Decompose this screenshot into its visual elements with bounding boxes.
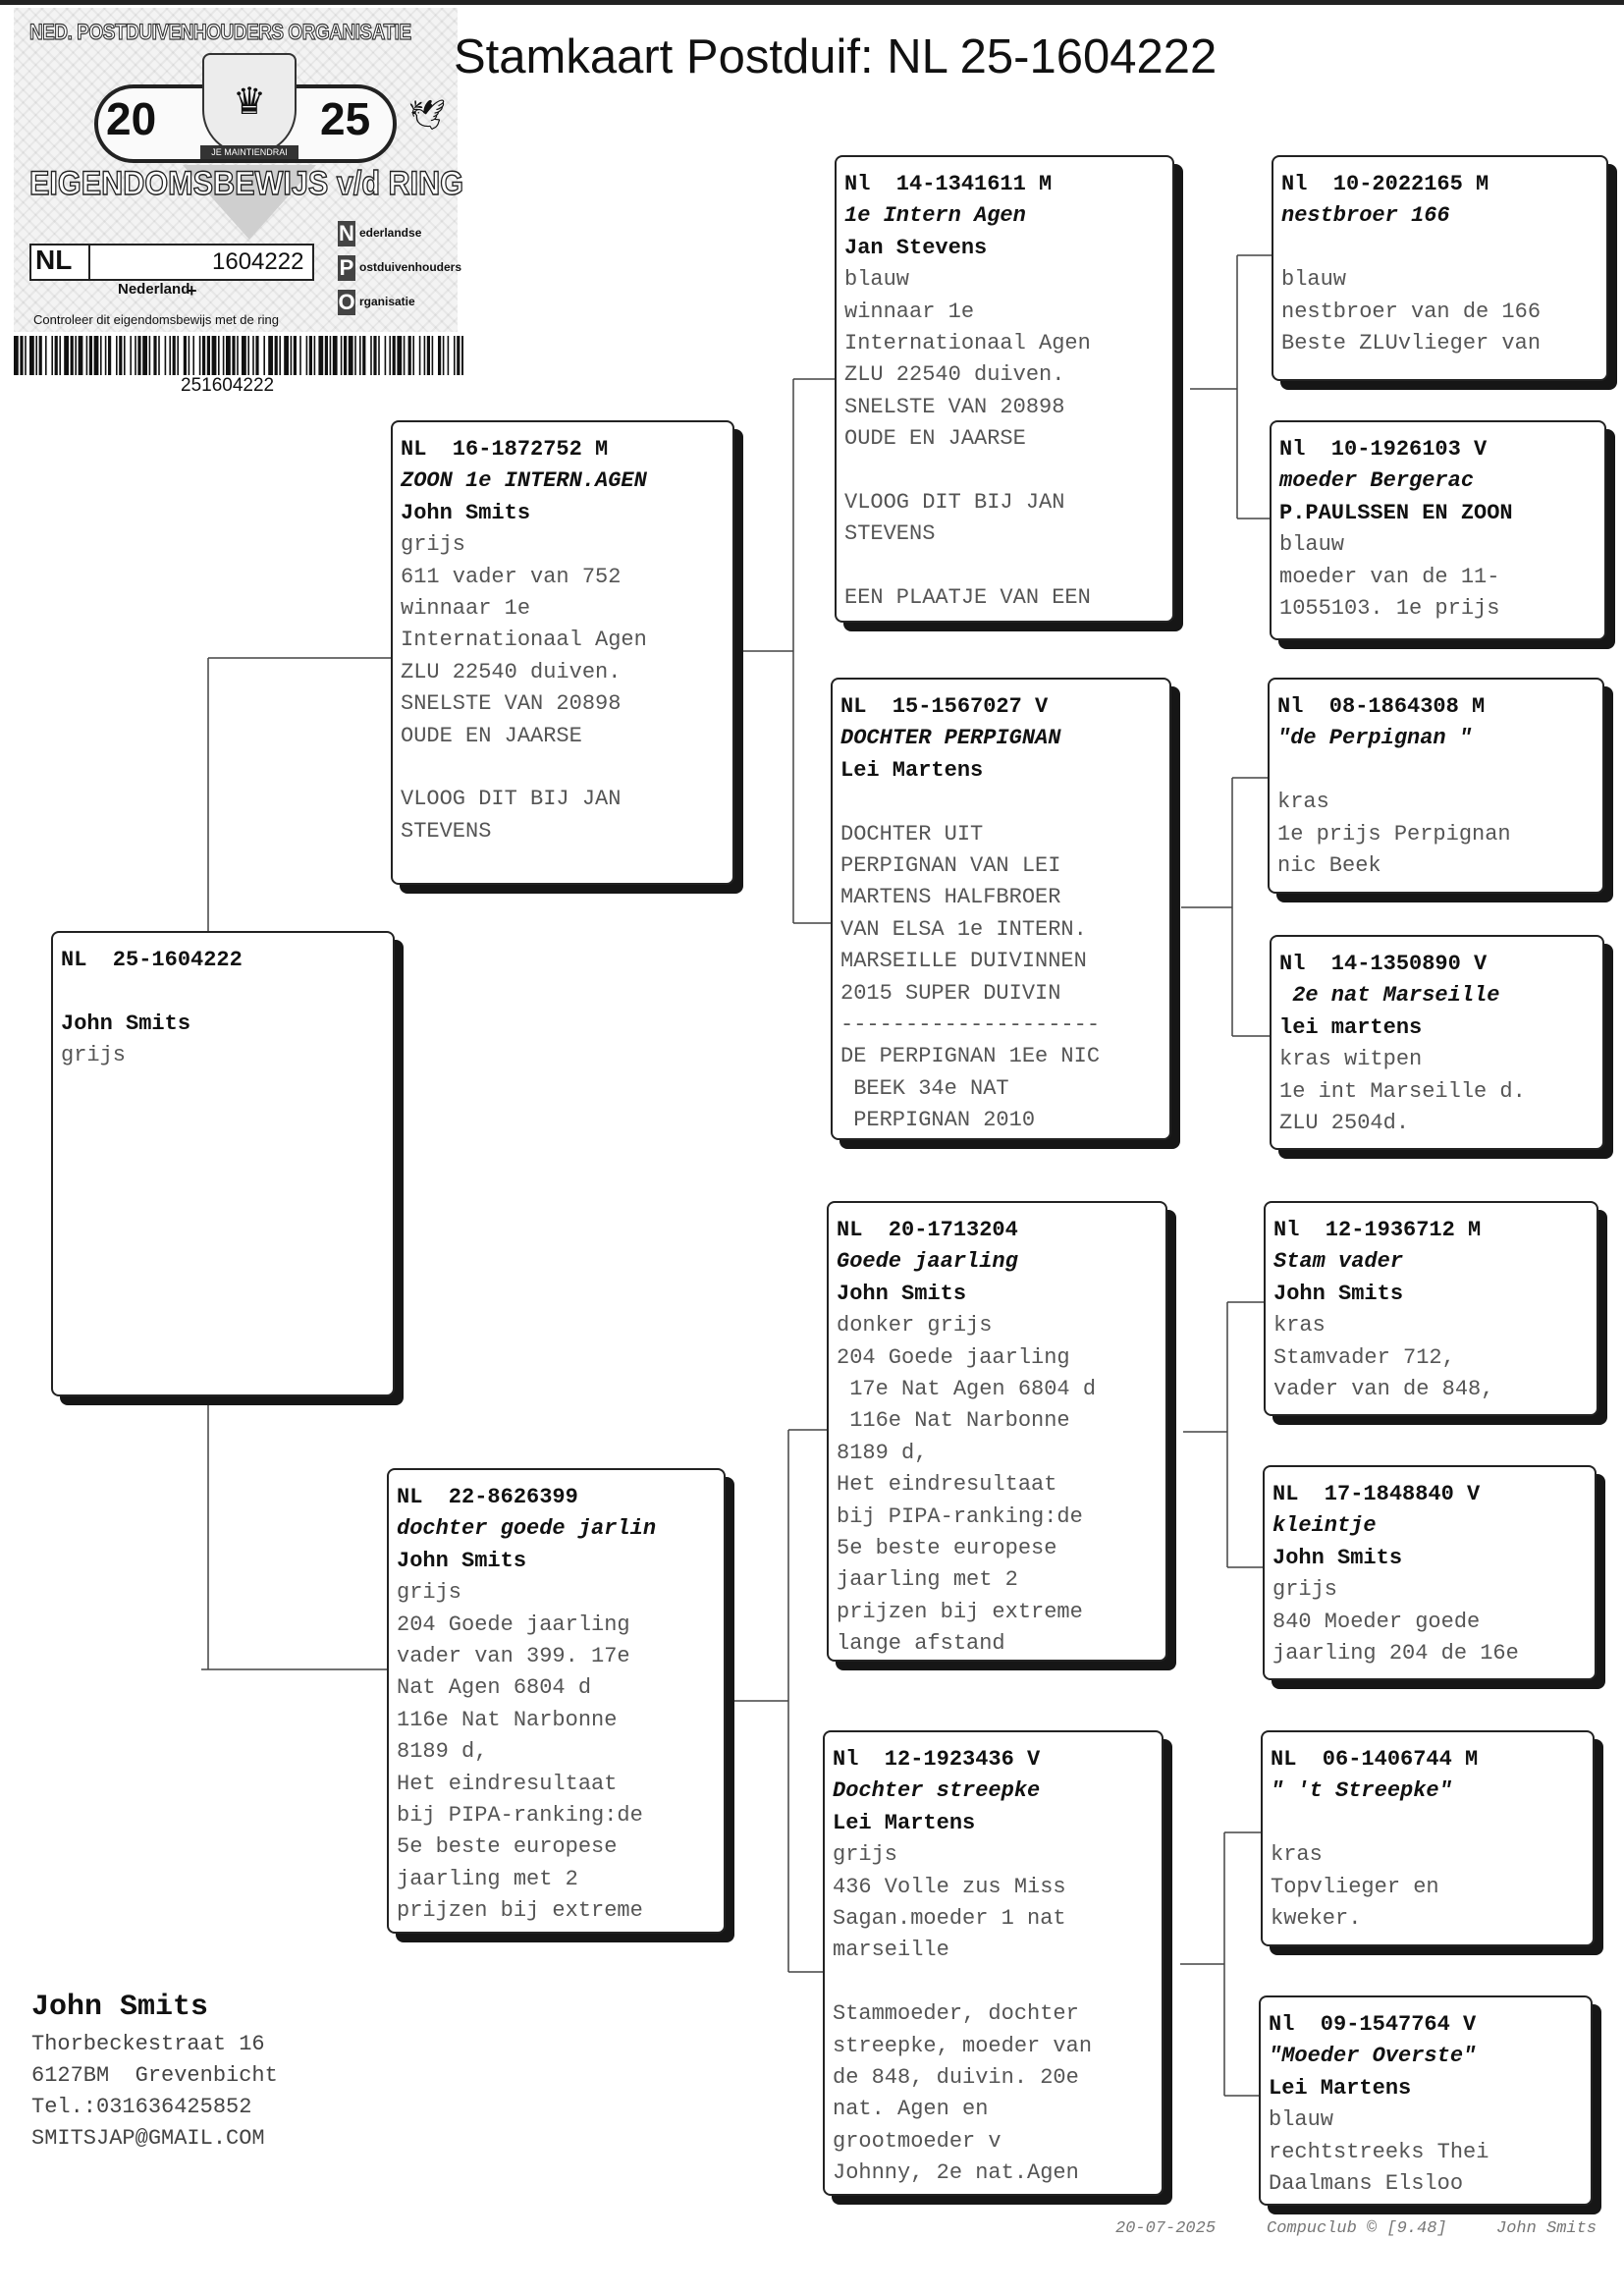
card-line: kras [1273,1313,1326,1339]
card-line: DOCHTER UIT [840,821,984,847]
spacer [1271,1808,1585,1839]
footer-software: Compuclub © [9.48] [1267,2219,1447,2238]
card-line: nestbroer van de 166 [1281,299,1542,324]
owner-address [31,1986,278,2155]
breeder-name: John Smits [837,1281,967,1306]
ring-number: Nl 10-1926103 V [1279,437,1488,462]
card-mother-mother [823,1730,1164,2196]
card-line: 116e Nat Narbonne [397,1707,618,1732]
breeder-name: lei martens [1279,1014,1423,1040]
owner-street: Thorbeckestraat 16 [31,2032,265,2056]
card-fmm [1270,935,1604,1150]
card-line: kras [1277,790,1329,815]
card-line: 1e prijs Perpignan [1277,821,1511,847]
breeder-name: John Smits [397,1548,527,1573]
card-line: Het eindresultaat [397,1771,618,1796]
card-line: 436 Volle zus Miss [833,1874,1066,1899]
card-line: VLOOG DIT BIJ JAN [401,787,622,812]
breeder-name: John Smits [1272,1545,1403,1570]
connector-mf [1183,1302,1264,1567]
card-line: 17e Nat Agen 6804 d [837,1377,1097,1402]
pigeon-name: nestbroer 166 [1281,203,1450,229]
card-line: prijzen bij extreme [837,1599,1083,1624]
card-ffm [1270,420,1606,640]
pigeon-icon: 🕊 [408,99,447,132]
spacer [844,551,1164,582]
card-line: blauw [844,267,910,293]
certificate-note: Controleer dit eigendomsbewijs met de ring [33,312,280,327]
page-title: Stamkaart Postduif: NL 25-1604222 [454,30,1218,83]
connector-ff [1190,255,1272,519]
ring-number: Nl 08-1864308 M [1277,694,1486,719]
card-line: jaarling 204 de 16e [1272,1641,1519,1667]
card-line: ZLU 22540 duiven. [401,659,622,684]
owner-city: 6127BM Grevenbicht [31,2063,278,2088]
breeder-name: John Smits [1273,1281,1404,1306]
spacer [840,787,1162,818]
card-line: bij PIPA-ranking:de [397,1803,643,1829]
npo-line-1: ederlandse [359,226,422,240]
card-line: blauw [1269,2107,1334,2133]
breeder-name: Lei Martens [1269,2075,1412,2101]
pigeon-name: Stam vader [1273,1249,1404,1275]
ring-number: NL 16-1872752 M [401,437,609,462]
card-line: prijzen bij extreme [397,1898,643,1924]
owner-phone: Tel.:031636425852 [31,2095,252,2119]
card-line: VLOOG DIT BIJ JAN [844,490,1065,516]
card-line: MARSEILLE DUIVINNEN [840,949,1087,974]
card-line: SNELSTE VAN 20898 [401,691,622,717]
card-line: Johnny, 2e nat.Agen [833,2160,1079,2186]
footer-date: 20-07-2025 [1115,2219,1217,2238]
card-line: SNELSTE VAN 20898 [844,394,1065,419]
card-line: Stammoeder, dochter [833,2001,1079,2027]
card-line: 204 Goede jaarling [397,1612,630,1637]
card-line: 8189 d, [397,1739,488,1765]
lion-crest-icon: ♛ [202,53,297,155]
owner-name: John Smits [31,1991,209,2024]
card-line: 8189 d, [837,1440,928,1465]
pigeon-name: Dochter streepke [833,1778,1041,1804]
pigeon-name: 1e Intern Agen [844,203,1026,229]
spacer [1281,233,1598,264]
pigeon-name: "de Perpignan " [1277,726,1473,751]
pigeon-name: dochter goede jarlin [397,1516,657,1542]
card-line: jaarling met 2 [397,1866,578,1891]
card-line: -------------------- [840,1012,1101,1038]
card-line: Beste ZLUvlieger van [1281,331,1542,356]
npo-n-icon: N [339,220,354,246]
ring-number: Nl 12-1923436 V [833,1747,1041,1772]
breeder-name: P.PAULSSEN EN ZOON [1279,500,1513,525]
npo-p-icon: P [339,254,354,280]
connector-mm [1180,1832,1261,2096]
card-line: STEVENS [401,818,492,844]
certificate-country-code: NL [35,245,73,275]
card-line: 2015 SUPER DUIVIN [840,980,1061,1006]
card-line: moeder van de 11- [1279,564,1500,589]
npo-o-icon: O [338,289,355,314]
card-line: kras witpen [1279,1047,1423,1072]
card-mother [387,1468,726,1934]
card-line: Het eindresultaat [837,1472,1057,1498]
card-line: streepke, moeder van [833,2033,1093,2058]
ring-number: NL 06-1406744 M [1271,1747,1479,1772]
ring-number: NL 15-1567027 V [840,694,1049,719]
card-line: OUDE EN JAARSE [844,426,1026,452]
card-line: Daalmans Elsloo [1269,2171,1464,2197]
card-line: PERPIGNAN 2010 [840,1108,1036,1133]
footer-author: John Smits [1496,2219,1597,2238]
ring-number: Nl 14-1350890 V [1279,952,1488,976]
card-line: 1055103. 1e prijs [1279,596,1500,622]
certificate-heading: EIGENDOMSBEWIJS v/d RING [29,165,464,202]
pigeon-name: " 't Streepke" [1271,1778,1452,1804]
connector-fm [1181,778,1270,1036]
pigeon-name: ZOON 1e INTERN.AGEN [401,468,647,494]
breeder-name: Jan Stevens [844,235,988,260]
card-line: kras [1271,1842,1323,1868]
card-line: kweker. [1271,1906,1362,1932]
certificate-country: Nederland [118,281,190,298]
card-line: vader van de 848, [1273,1377,1494,1402]
pigeon-name: DOCHTER PERPIGNAN [840,726,1061,751]
connector-mother [731,1430,831,1972]
card-line: Topvlieger en [1271,1874,1439,1899]
card-line: STEVENS [844,521,936,547]
ring-number: NL 17-1848840 V [1272,1482,1481,1506]
card-line: Internationaal Agen [401,628,647,653]
pigeon-name: "Moeder Overste" [1269,2044,1477,2069]
card-line: 5e beste europese [837,1536,1057,1561]
card-line: grijs [61,1043,127,1068]
card-line: marseille [833,1938,949,1963]
card-line: grijs [833,1842,898,1868]
card-line: BEEK 34e NAT [840,1075,1009,1101]
breeder-name: Lei Martens [833,1810,976,1835]
card-fmf [1268,678,1604,894]
barcode-number: 251604222 [181,375,275,396]
ring-number: Nl 12-1936712 M [1273,1218,1482,1242]
card-line: grijs [1272,1577,1338,1603]
card-mff [1264,1201,1598,1416]
ring-number: NL 20-1713204 [837,1218,1018,1242]
card-line: donker grijs [837,1313,993,1339]
card-line: 1e int Marseille d. [1279,1078,1526,1104]
card-line: 611 vader van 752 [401,564,622,589]
card-line: DE PERPIGNAN 1Ee NIC [840,1044,1101,1069]
card-line: blauw [1279,532,1345,558]
card-fff [1272,155,1608,381]
card-line: Internationaal Agen [844,331,1091,356]
spacer [844,456,1164,487]
card-line: grijs [401,532,466,558]
card-line: bij PIPA-ranking:de [837,1503,1083,1529]
spacer [833,1967,1154,1998]
card-line: winnaar 1e [844,299,975,324]
ring-number: Nl 10-2022165 M [1281,172,1489,196]
pigeon-name: Goede jaarling [837,1249,1018,1275]
card-father [391,420,734,885]
certificate-year-left: 20 [106,93,157,144]
npo-line-2: ostduivenhouders [359,260,462,274]
card-subject [51,931,395,1396]
card-father-father [835,155,1174,623]
pigeon-name: moeder Bergerac [1279,468,1475,494]
card-father-mother [831,678,1171,1140]
card-line: MARTENS HALFBROER [840,885,1061,910]
certificate-motto: JE MAINTIENDRAI [200,145,298,159]
card-line: winnaar 1e [401,596,531,622]
card-mfm [1263,1465,1597,1680]
pigeon-name: kleintje [1272,1513,1377,1539]
certificate-ring-number: 1604222 [212,248,304,275]
card-mmf [1261,1730,1595,1946]
breeder-name: Lei Martens [840,757,984,783]
card-line: Sagan.moeder 1 nat [833,1906,1066,1932]
card-line: lange afstand [837,1631,1005,1657]
card-line: jaarling met 2 [837,1567,1018,1593]
pigeon-name: 2e nat Marseille [1279,983,1500,1009]
spacer [1277,755,1595,787]
cross-icon: + [187,281,197,301]
certificate-org: NED. POSTDUIVENHOUDERS ORGANISATIE [29,20,411,44]
ring-number: Nl 09-1547764 V [1269,2012,1477,2037]
npo-line-3: rganisatie [359,295,415,308]
breeder-name: John Smits [61,1011,191,1036]
ring-number: NL 22-8626399 [397,1485,578,1509]
card-line: PERPIGNAN VAN LEI [840,853,1061,879]
certificate-year-right: 25 [320,93,371,144]
card-line: de 848, duivin. 20e [833,2065,1079,2091]
card-line: 5e beste europese [397,1834,618,1860]
card-line: grijs [397,1580,462,1606]
card-line: vader van 399. 17e [397,1644,630,1669]
card-mother-father [827,1201,1167,1662]
card-line: grootmoeder v [833,2128,1001,2154]
connector-father [736,379,835,923]
card-line: OUDE EN JAARSE [401,723,582,748]
card-mmm [1259,1995,1593,2206]
card-line: rechtstreeks Thei [1269,2139,1489,2164]
spacer [401,752,725,784]
spacer [61,976,385,1008]
card-line: nic Beek [1277,853,1381,879]
breeder-name: John Smits [401,500,531,525]
card-line: 116e Nat Narbonne [837,1408,1070,1434]
card-line: blauw [1281,267,1347,293]
card-line: nat. Agen en [833,2097,989,2122]
card-line: 840 Moeder goede [1272,1609,1481,1634]
card-line: VAN ELSA 1e INTERN. [840,916,1087,942]
ring-number: Nl 14-1341611 M [844,172,1053,196]
owner-email: SMITSJAP@GMAIL.COM [31,2126,265,2151]
card-line: Stamvader 712, [1273,1344,1455,1370]
card-line: Nat Agen 6804 d [397,1675,592,1701]
ring-number: NL 25-1604222 [61,948,243,972]
card-line: ZLU 2504d. [1279,1111,1410,1136]
card-line: ZLU 22540 duiven. [844,362,1065,388]
card-line: EEN PLAATJE VAN EEN [844,585,1091,611]
card-line: 204 Goede jaarling [837,1344,1070,1370]
